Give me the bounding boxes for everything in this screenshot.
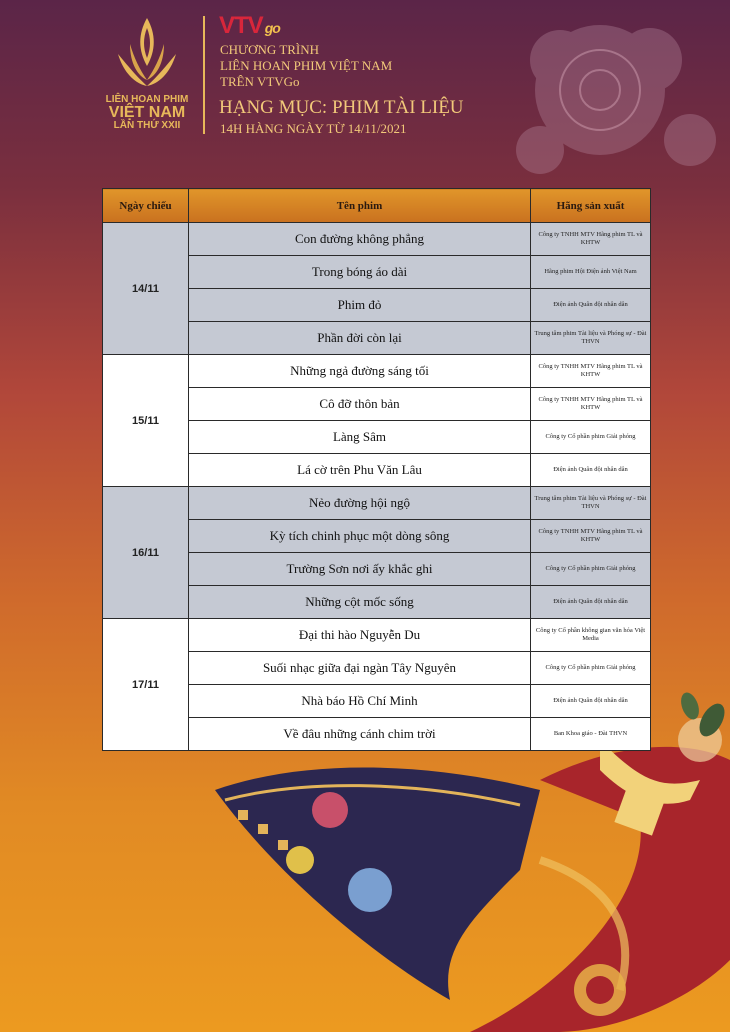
film-title: Những cột mốc sống [189,586,531,619]
film-title: Suối nhạc giữa đại ngàn Tây Nguyên [189,652,531,685]
film-title: Kỳ tích chinh phục một dòng sông [189,520,531,553]
film-title: Trong bóng áo dài [189,256,531,289]
film-title: Những ngả đường sáng tối [189,355,531,388]
producer: Công ty Cổ phần phim Giải phóng [531,652,651,685]
program-line-1: CHƯƠNG TRÌNH [220,42,320,57]
schedule-time: 14H HÀNG NGÀY TỪ 14/11/2021 [220,121,407,136]
logo-line-1: LIÊN HOAN PHIM [105,94,189,105]
film-title: Làng Sâm [189,421,531,454]
festival-logo-icon [110,14,184,94]
film-title: Về đâu những cánh chim trời [189,718,531,751]
table-row [103,619,651,652]
producer: Điện ảnh Quân đội nhân dân [531,586,651,619]
film-title: Phần đời còn lại [189,322,531,355]
col-header-producer: Hãng sản xuất [531,189,651,223]
film-title: Nẻo đường hội ngộ [189,487,531,520]
producer: Công ty TNHH MTV Hãng phim TL và KHTW [531,520,651,553]
date-cell: 16/11 [103,487,189,619]
producer: Trung tâm phim Tài liệu và Phóng sự - Đài THVN [531,487,651,520]
film-title: Cô đỡ thôn bản [189,388,531,421]
producer: Công ty Cổ phần phim Giải phóng [531,553,651,586]
film-title: Trường Sơn nơi ấy khắc ghi [189,553,531,586]
producer: Công ty TNHH MTV Hãng phim TL và KHTW [531,223,651,256]
logo-line-3: LẦN THỨ XXII [113,120,181,131]
producer: Điện ảnh Quân đội nhân dân [531,289,651,322]
producer: Công ty TNHH MTV Hãng phim TL và KHTW [531,355,651,388]
vtvgo-logo: VTV go [219,12,280,39]
col-header-date: Ngày chiếu [103,189,189,223]
col-header-title: Tên phim [189,189,531,223]
schedule-table [102,188,651,751]
film-title: Nhà báo Hồ Chí Minh [189,685,531,718]
producer: Hãng phim Hội Điện ảnh Việt Nam [531,256,651,289]
header [0,0,730,170]
category-title: HẠNG MỤC: PHIM TÀI LIỆU [219,97,464,118]
table-row [103,487,651,520]
film-title: Đại thi hào Nguyễn Du [189,619,531,652]
producer: Ban Khoa giáo - Đài THVN [531,718,651,751]
producer: Công ty TNHH MTV Hãng phim TL và KHTW [531,388,651,421]
date-cell: 17/11 [103,619,189,751]
table-row [103,355,651,388]
film-title: Phim đỏ [189,289,531,322]
header-divider [203,16,205,134]
film-title: Con đường không phẳng [189,223,531,256]
film-title: Lá cờ trên Phu Văn Lâu [189,454,531,487]
program-line-2: LIÊN HOAN PHIM VIỆT NAM [220,58,393,73]
producer: Công ty Cổ phần không gian văn hóa Việt Media [531,619,651,652]
date-cell: 15/11 [103,355,189,487]
table-row [103,223,651,256]
producer: Điện ảnh Quân đội nhân dân [531,685,651,718]
producer: Công ty Cổ phần phim Giải phóng [531,421,651,454]
program-line-3: TRÊN VTVGo [220,74,300,89]
logo-line-2: VIỆT NAM [108,104,186,121]
producer: Trung tâm phim Tài liệu và Phóng sự - Đài THVN [531,322,651,355]
date-cell: 14/11 [103,223,189,355]
table-header-row [103,189,651,223]
producer: Điện ảnh Quân đội nhân dân [531,454,651,487]
